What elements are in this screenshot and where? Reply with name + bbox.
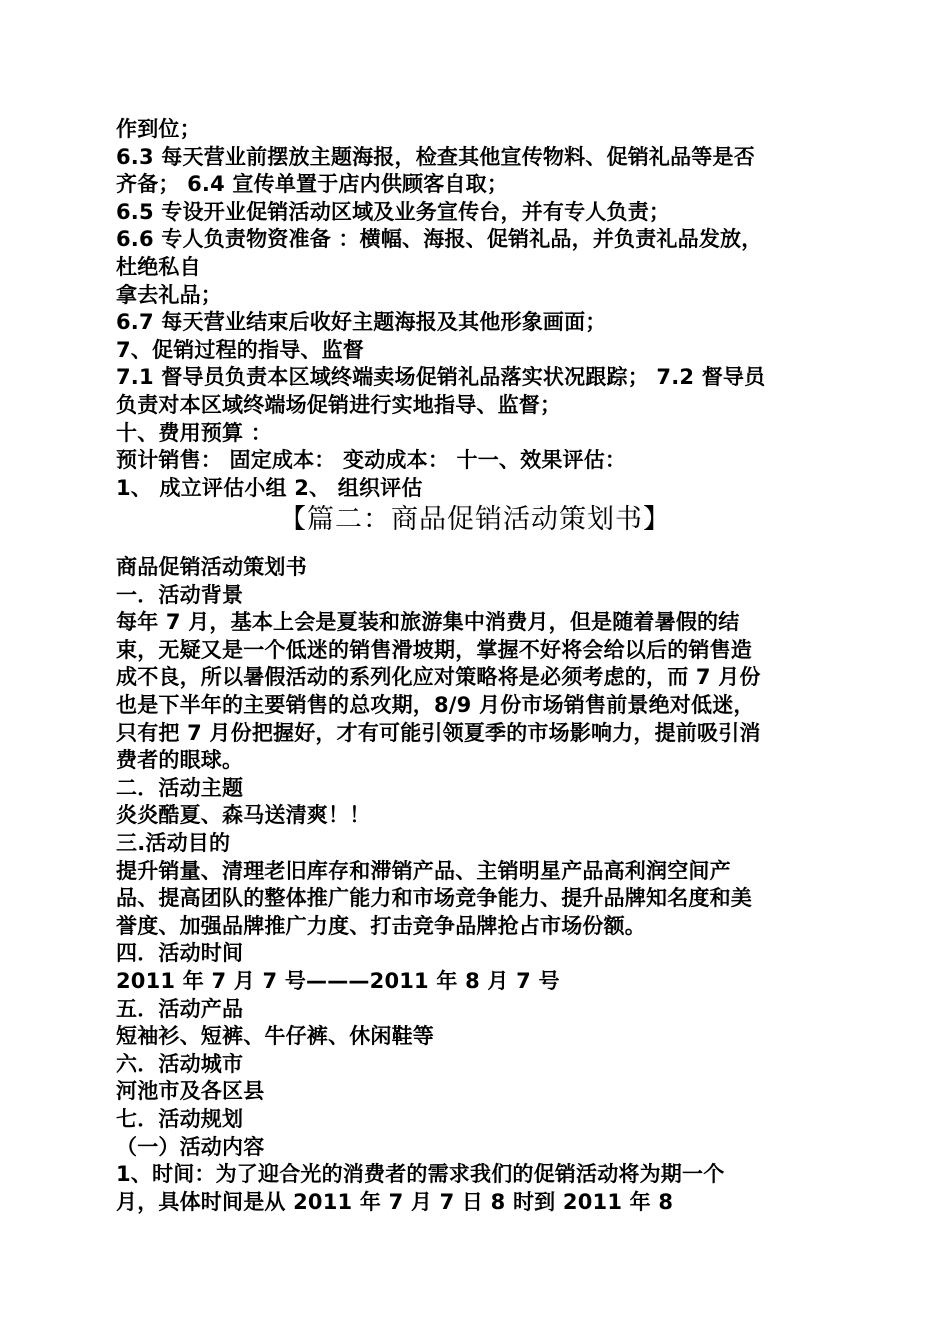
text-line: 负责对本区域终端场促销进行实地指导、监督； <box>116 393 562 417</box>
text-line: 预计销售： 固定成本： 变动成本： 十一、效果评估： <box>116 448 627 472</box>
text-line: 7、促销过程的指导、监督 <box>116 338 365 362</box>
text-line: 束，无疑又是一个低迷的销售滑坡期，掌握不好将会给以后的销售造 <box>116 638 752 662</box>
text-line: 6.6 专人负责物资准备 ：横幅、海报、促销礼品，并负责礼品发放， <box>116 227 763 251</box>
text-line: 四．活动时间 <box>116 941 244 965</box>
text-line: 1、 成立评估小组 2、 组织评估 <box>116 476 423 500</box>
text-line: 费者的眼球。 <box>116 748 244 772</box>
text-line: 提升销量、清理老旧库存和滞销产品、主销明星产品高利润空间产 <box>116 859 731 883</box>
text-line: 6.7 每天营业结束后收好主题海报及其他形象画面； <box>116 310 607 334</box>
text-line: 也是下半年的主要销售的总攻期，8/9 月份市场销售前景绝对低迷， <box>116 693 755 717</box>
text-line: 齐备； 6.4 宣传单置于店内供顾客自取； <box>116 172 509 196</box>
text-line: 6.5 专设开业促销活动区域及业务宣传台，并有专人负责； <box>116 200 671 224</box>
text-line: 六．活动城市 <box>116 1052 244 1076</box>
text-line: 只有把 7 月份把握好，才有可能引领夏季的市场影响力，提前吸引消 <box>116 721 761 745</box>
text-line: 杜绝私自 <box>116 255 201 279</box>
text-line: 商品促销活动策划书 <box>116 555 307 579</box>
text-line: 三.活动目的 <box>116 831 231 855</box>
text-line: 作到位； <box>116 117 201 141</box>
text-line: 拿去礼品； <box>116 283 222 307</box>
section-heading: 【篇二：商品促销活动策划书】 <box>279 504 671 535</box>
text-line: 誉度、加强品牌推广力度、打击竞争品牌抢占市场份额。 <box>116 914 646 938</box>
text-line: 五．活动产品 <box>116 997 244 1021</box>
text-line: 十、费用预算 ： <box>116 421 272 445</box>
text-line: 每年 7 月，基本上会是夏装和旅游集中消费月，但是随着暑假的结 <box>116 610 740 634</box>
text-line: 月，具体时间是从 2011 年 7 月 7 日 8 时到 2011 年 8 <box>116 1190 674 1214</box>
text-line: 1、时间：为了迎合光的消费者的需求我们的促销活动将为期一个 <box>116 1162 725 1186</box>
text-line: 炎炎酷夏、森马送清爽！！ <box>116 803 371 827</box>
text-line: 河池市及各区县 <box>116 1079 265 1103</box>
text-line: 七．活动规划 <box>116 1107 244 1131</box>
text-line: 一．活动背景 <box>116 583 244 607</box>
text-line: 7.1 督导员负责本区域终端卖场促销礼品落实状况跟踪； 7.2 督导员 <box>116 365 766 389</box>
text-line: 品、提高团队的整体推广能力和市场竞争能力、提升品牌知名度和美 <box>116 886 752 910</box>
text-line: 二．活动主题 <box>116 776 244 800</box>
text-line: 6.3 每天营业前摆放主题海报，检查其他宣传物料、促销礼品等是否 <box>116 145 755 169</box>
text-line: 成不良，所以暑假活动的系列化应对策略将是必须考虑的，而 7 月份 <box>116 665 761 689</box>
text-line: （一）活动内容 <box>116 1135 265 1159</box>
text-line: 短袖衫、短裤、牛仔裤、休闲鞋等 <box>116 1024 434 1048</box>
text-line: 2011 年 7 月 7 号———2011 年 8 月 7 号 <box>116 969 560 993</box>
